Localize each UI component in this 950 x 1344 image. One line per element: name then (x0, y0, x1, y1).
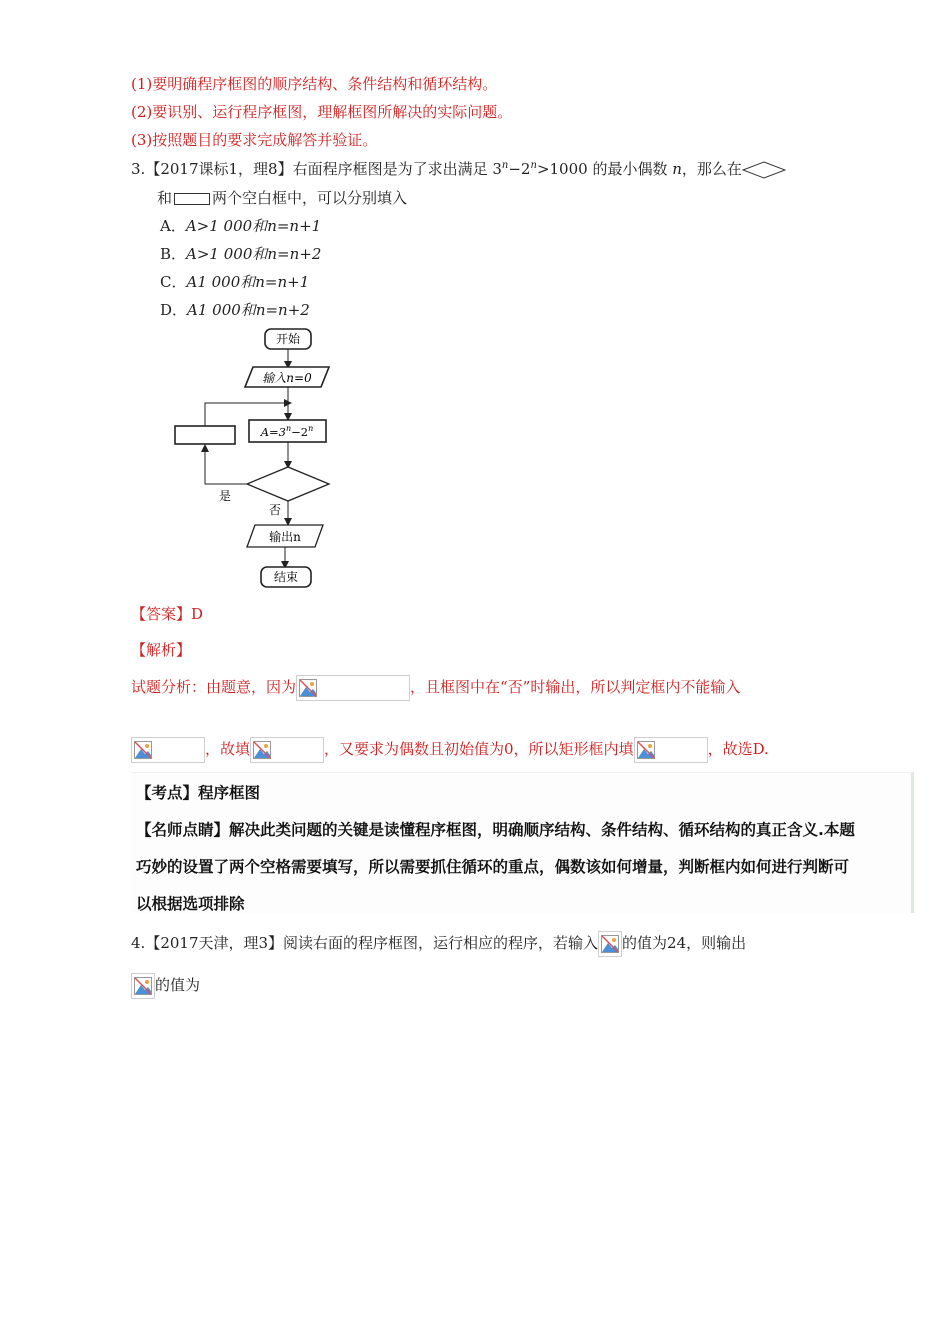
step-1: (1)要明确程序框图的顺序结构、条件结构和循环结构。 (131, 75, 498, 93)
q3-number: 3. (131, 160, 146, 178)
step-2: (2)要识别、运行程序框图，理解框图所解决的实际问题。 (131, 103, 513, 121)
formula-image (250, 737, 324, 763)
note-tip-line2: 巧妙的设置了两个空格需要填写，所以需要抓住循环的重点，偶数该如何增量，判断框内如何进行判断可 (136, 858, 850, 876)
q3-option-b (160, 243, 321, 264)
analysis-text: 试题分析：由题意，因为 (131, 678, 297, 696)
flow-no-label: 否 (268, 503, 282, 517)
option-label: C． (160, 273, 187, 291)
option-label: D． (160, 301, 188, 319)
flow-input-text: 输入n=0 (262, 371, 312, 385)
note-point-value: 程序框图 (198, 784, 261, 802)
q4-text: 的值为24，则输出 (622, 934, 747, 952)
flow-yes-label: 是 (218, 489, 232, 503)
q4-source: 【2017天津，理3】 (145, 934, 284, 952)
q3-line2-b: 两个空白框中，可以分别填入 (212, 189, 408, 207)
q3-stem-a: 右面程序框图是为了求出满足 3 (292, 160, 502, 178)
q3-stem-b: >1000 的最小偶数 (536, 160, 668, 178)
note-tip-line1 (136, 818, 855, 840)
broken-image-icon (253, 741, 271, 759)
q3-analysis-line2 (131, 737, 769, 763)
q3-minus: −2 (508, 160, 531, 178)
q3-source: 【2017课标1，理8】 (145, 160, 293, 178)
notes-box (131, 772, 914, 913)
analysis-text: ，且框图中在“否”时输出，所以判定框内不能输入 (410, 678, 741, 696)
q3-line2-a: 和 (157, 189, 173, 207)
q3-stem-line1 (131, 158, 786, 179)
broken-image-icon (637, 741, 655, 759)
option-update: n=n+2 (267, 245, 322, 263)
option-condition: A>1 000和 (186, 245, 268, 263)
note-point (136, 781, 260, 803)
option-label: A． (160, 217, 186, 235)
q4-line1 (131, 931, 746, 957)
step-3: (3)按照题目的要求完成解答并验证。 (131, 131, 378, 149)
flowchart (165, 325, 345, 591)
q3-var-n: n (672, 160, 682, 178)
q3-exp-1: n (501, 160, 509, 171)
q3-stem-line2 (157, 187, 407, 208)
note-tip-text: 解决此类问题的关键是读懂程序框图，明确顺序结构、条件结构、循环结构的真正含义.本题 (229, 821, 855, 839)
formula-image (131, 973, 155, 999)
option-update: n=n+1 (267, 217, 322, 235)
analysis-text: ，又要求为偶数且初始值为0，所以矩形框内填 (324, 740, 634, 758)
q3-analysis-line1 (131, 675, 740, 701)
note-tip-label: 【名师点睛】 (136, 821, 230, 839)
option-label: B． (160, 245, 187, 263)
q3-analysis-title: 【解析】 (131, 641, 192, 659)
q4-number: 4. (131, 934, 146, 952)
note-tip-line3: 以根据选项排除 (136, 895, 245, 913)
q3-stem-c: ，那么在 (681, 160, 742, 178)
analysis-text: ，故填 (205, 740, 251, 758)
option-condition: A1 000和 (187, 301, 256, 319)
q3-option-c (160, 271, 309, 292)
flow-arrow (205, 448, 247, 484)
q4-text: 的值为 (155, 976, 201, 994)
q3-option-a (160, 215, 321, 236)
formula-image (131, 737, 205, 763)
analysis-text: ，故选D. (707, 740, 769, 758)
broken-image-icon (601, 935, 619, 953)
broken-image-icon (134, 977, 152, 995)
formula-image (598, 931, 622, 957)
flow-assign-exp1: n (286, 424, 292, 433)
flow-output-text: 输出n (269, 530, 301, 544)
flow-blank-box (175, 426, 235, 444)
flow-assign-exp2: n (308, 424, 314, 433)
flow-end-text: 结束 (273, 570, 299, 584)
option-condition: A>1 000和 (185, 217, 268, 235)
broken-image-icon (299, 679, 317, 697)
broken-image-icon (134, 741, 152, 759)
note-point-label: 【考点】 (136, 784, 199, 802)
option-update: n=n+2 (255, 301, 310, 319)
q3-option-d (160, 299, 310, 320)
flow-decision-diamond (247, 467, 329, 501)
formula-image (296, 675, 410, 701)
flow-start-text: 开始 (275, 332, 301, 346)
q3-answer: 【答案】D (131, 605, 204, 623)
rectangle-shape-icon (174, 193, 210, 205)
formula-image (634, 737, 708, 763)
flow-assign-mid: −2 (291, 425, 309, 439)
diamond-shape-icon (742, 161, 786, 179)
q4-text: 阅读右面的程序框图，运行相应的程序，若输入 (283, 934, 599, 952)
flow-assign-base: A=3 (260, 425, 286, 439)
option-update: n=n+1 (255, 273, 310, 291)
q3-exp-2: n (530, 160, 537, 171)
q4-line2 (131, 973, 200, 999)
option-condition: A1 000和 (186, 273, 256, 291)
